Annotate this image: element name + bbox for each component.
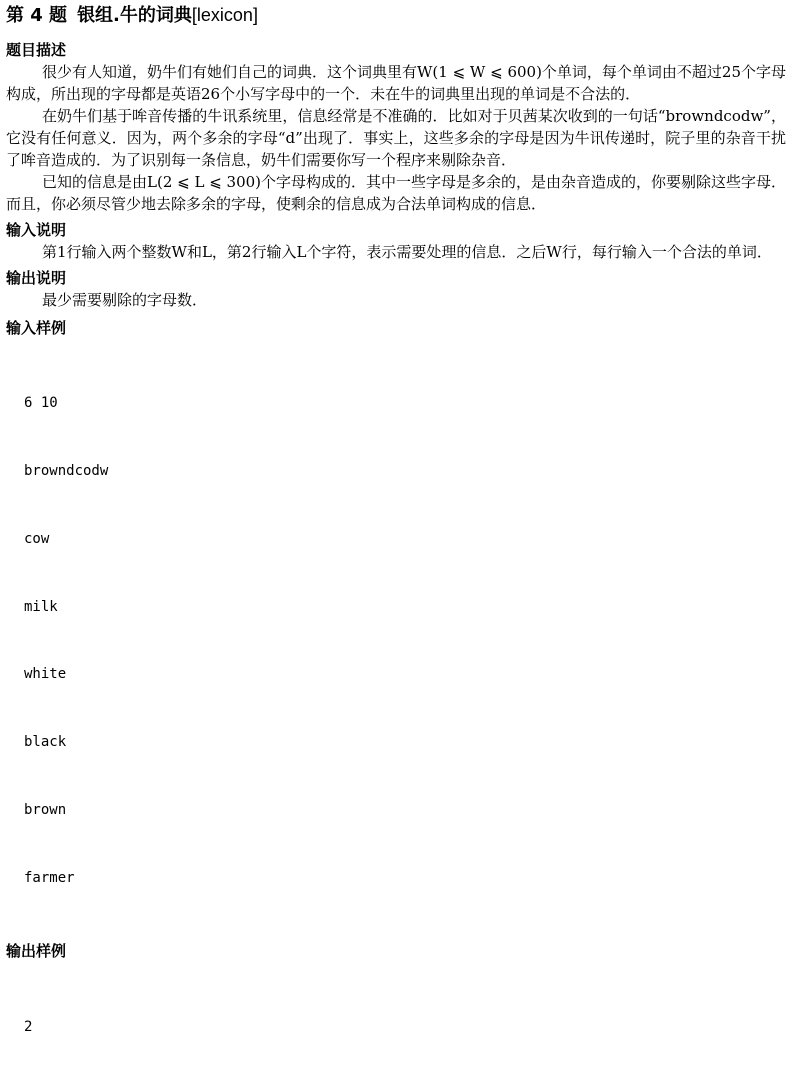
sample-output-line: 2 xyxy=(24,1018,33,1035)
problem-page xyxy=(6,4,786,1089)
description-heading: 题目描述 xyxy=(6,41,67,59)
sample-input-line: cow xyxy=(24,530,50,547)
output-heading: 输出说明 xyxy=(6,269,67,287)
description-paragraph-1: 很少有人知道，奶牛们有她们自己的词典．这个词典里有W(1 ⩽ W ⩽ 600)个单词，每个单词由不超过25个字母构成，所出现的字母都是英语26个小写字母中的一个．未在牛的词典里出现的单词是不合法的． xyxy=(6,63,787,103)
sample-input-line: white xyxy=(24,666,67,683)
problem-name-en: [lexicon] xyxy=(191,5,258,25)
sample-input-heading: 输入样例 xyxy=(6,319,67,337)
description-paragraph-2: 在奶牛们基于哞音传播的牛讯系统里，信息经常是不准确的．比如对于贝茜某次收到的一句话“browndcodw”，它没有任何意义．因为，两个多余的字母“d”出现了．事实上，这些多余的字母是因为牛讯传递时，院子里的杂音干扰了哞音造成的．为了识别每一条信息，奶牛们需要你写一个程序来剔除杂音． xyxy=(6,107,786,169)
sample-input-line: farmer xyxy=(24,869,75,886)
sample-input-line: brown xyxy=(24,801,67,818)
sample-input-line: 6 10 xyxy=(24,395,58,412)
sample-input-line: browndcodw xyxy=(24,462,109,479)
input-heading: 输入说明 xyxy=(6,221,67,239)
problem-number: 第 4 题 xyxy=(6,5,68,26)
description-paragraph-3: 已知的信息是由L(2 ⩽ L ⩽ 300)个字母构成的．其中一些字母是多余的，是由杂音造成的，你要剔除这些字母．而且，你必须尽管少地去除多余的字母，使剩余的信息成为合法单词构成的信息． xyxy=(6,173,787,213)
problem-title xyxy=(6,4,786,27)
sample-output-heading: 输出样例 xyxy=(6,942,67,961)
sample-input-line: milk xyxy=(24,598,58,615)
sample-input-line: black xyxy=(24,734,67,751)
sample-input-block xyxy=(24,347,786,934)
input-paragraph: 第1行输入两个整数W和L，第2行输入L个字符，表示需要处理的信息．之后W行，每行输入一个合法的单词． xyxy=(42,243,772,261)
problem-name: 银组.牛的词典 xyxy=(77,5,192,26)
output-paragraph: 最少需要剔除的字母数． xyxy=(42,291,208,309)
sample-output-block xyxy=(24,970,786,1083)
